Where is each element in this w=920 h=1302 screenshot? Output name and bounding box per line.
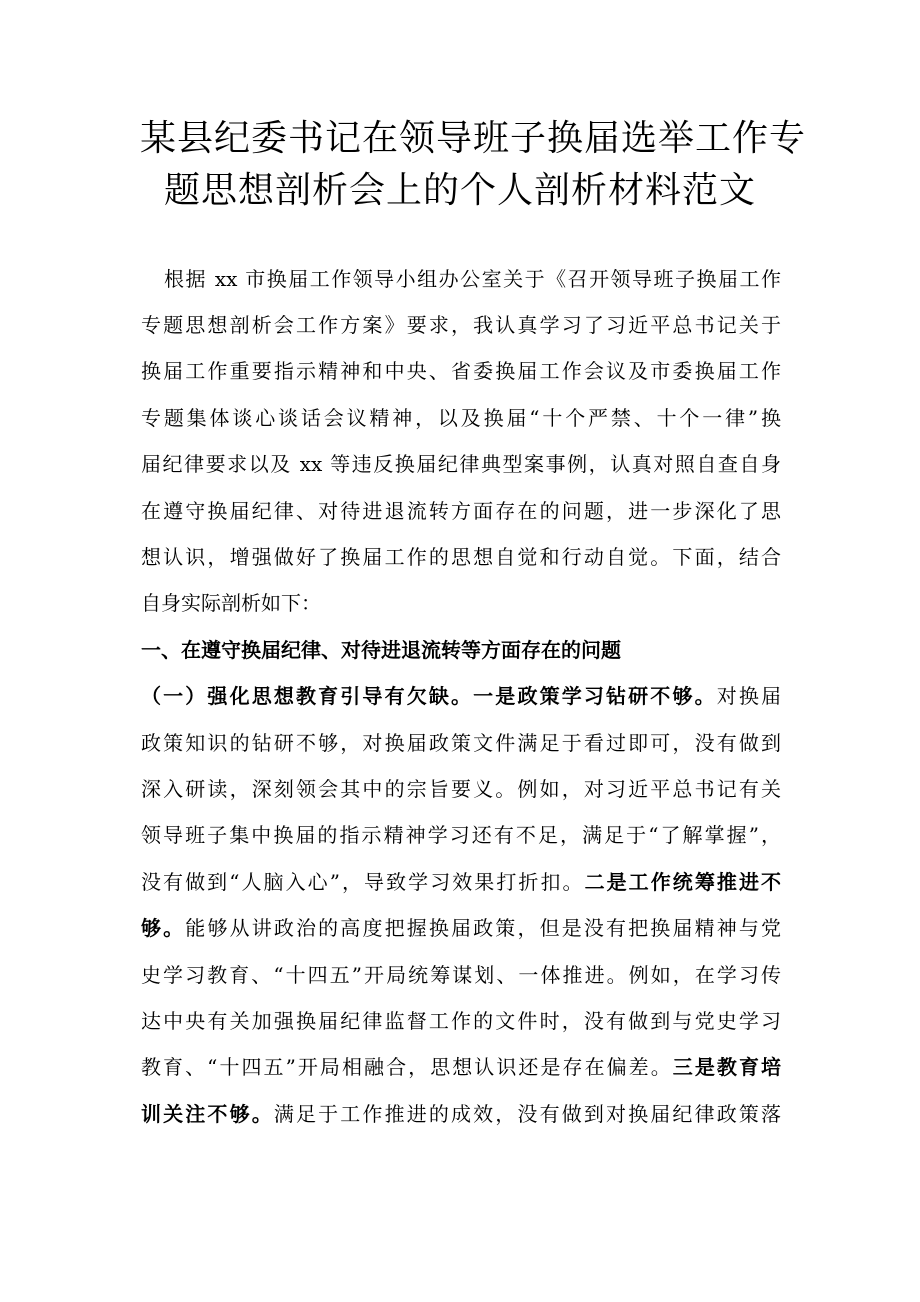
section-heading: 一、在遵守换届纪律、对待进退流转等方面存在的问题 bbox=[141, 638, 621, 662]
title-line-2: 题思想剖析会上的个人剖析材料范文 bbox=[163, 170, 756, 211]
document-title bbox=[140, 113, 807, 217]
body-line bbox=[141, 1047, 781, 1087]
subsection-line bbox=[141, 676, 781, 716]
intro-line: 自身实际剖析如下： bbox=[141, 591, 321, 615]
intro-line: 届纪律要求以及 xx 等违反换届纪律典型案事例，认真对照自查自身 bbox=[141, 452, 781, 476]
intro-line: 专题集体谈心谈话会议精神，以及换届“十个严禁、十个一律”换 bbox=[141, 406, 781, 430]
intro-line: 想认识，增强做好了换届工作的思想自觉和行动自觉。下面，结合 bbox=[141, 545, 781, 569]
point-label: 三是教育培 bbox=[672, 1055, 782, 1079]
body-line bbox=[141, 908, 781, 948]
body-line: 领导班子集中换届的指示精神学习还有不足，满足于“了解掌握”， bbox=[141, 823, 781, 847]
body-line bbox=[141, 1094, 781, 1134]
point-label: 够。 bbox=[141, 916, 186, 940]
point-label: 二是工作统筹推进不 bbox=[584, 870, 782, 894]
point-label: 一是政策学习钻研不够。 bbox=[473, 684, 717, 708]
intro-line: 根据 xx 市换届工作领导小组办公室关于《召开领导班子换届工作 bbox=[164, 267, 781, 291]
title-line-1: 某县纪委书记在领导班子换届选举工作专 bbox=[140, 118, 807, 159]
subsection-heading: （一）强化思想教育引导有欠缺。 bbox=[141, 684, 474, 708]
text-run: 没有做到“人脑入心”，导致学习效果打折扣。 bbox=[141, 870, 585, 894]
text-run: 能够从讲政治的高度把握换届政策，但是没有把换届精神与党 bbox=[185, 916, 782, 940]
body-line bbox=[141, 862, 781, 902]
intro-line: 换届工作重要指示精神和中央、省委换届工作会议及市委换届工作 bbox=[141, 359, 781, 383]
body-line: 深入研读，深刻领会其中的宗旨要义。例如，对习近平总书记有关 bbox=[141, 777, 781, 801]
intro-line: 在遵守换届纪律、对待进退流转方面存在的问题，进一步深化了思 bbox=[141, 499, 781, 523]
body-line: 达中央有关加强换届纪律监督工作的文件时，没有做到与党史学习 bbox=[141, 1009, 781, 1033]
intro-line: 专题思想剖析会工作方案》要求，我认真学习了习近平总书记关于 bbox=[141, 313, 781, 337]
point-label: 训关注不够。 bbox=[141, 1102, 274, 1126]
text-run: 教育、“十四五”开局相融合，思想认识还是存在偏差。 bbox=[141, 1055, 673, 1079]
text-run: 满足于工作推进的成效，没有做到对换届纪律政策落 bbox=[273, 1102, 782, 1126]
text-run: 对换届 bbox=[716, 684, 782, 708]
body-line: 政策知识的钻研不够，对换届政策文件满足于看过即可，没有做到 bbox=[141, 731, 781, 755]
body-line: 史学习教育、“十四五”开局统筹谋划、一体推进。例如，在学习传 bbox=[141, 963, 781, 987]
